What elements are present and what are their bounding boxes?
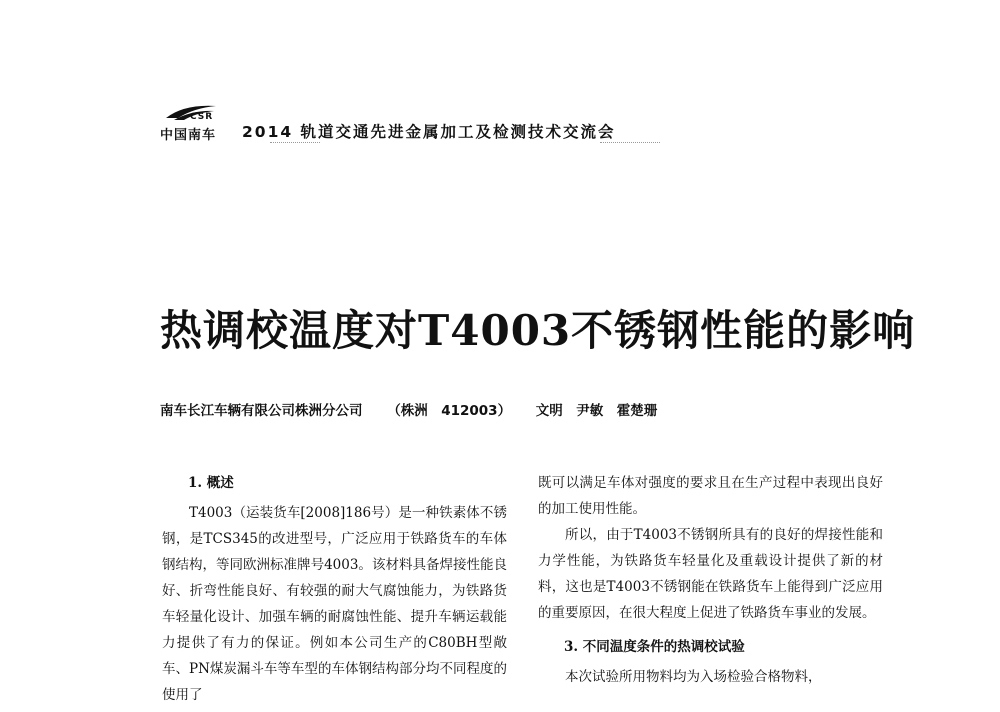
paper-title: 热调校温度对T4003不锈钢性能的影响 [160, 306, 916, 355]
dotted-rule [600, 142, 660, 144]
authors: 文明 尹敏 霍楚珊 [535, 403, 658, 419]
conference-title: 2014 轨道交通先进金属加工及检测技术交流会 [242, 123, 616, 141]
right-column [538, 470, 883, 690]
logo-text-cn: 中国南车 [160, 128, 217, 143]
address: （株洲 412003） [387, 403, 512, 419]
conference-header [160, 98, 860, 148]
affiliation: 南车长江车辆有限公司株洲分公司 [160, 403, 363, 419]
byline [160, 399, 677, 419]
continued-paragraph: 既可以满足车体对强度的要求且在生产过程中表现出良好的加工使用性能。 [538, 475, 883, 517]
left-column [162, 470, 507, 708]
summary-paragraph: 所以，由于T4003不锈钢所具有的良好的焊接性能和力学性能，为铁路货车轻量化及重载设计提供了新的材料，这也是T4003不锈钢能在铁路货车上能得到广泛应用的重要原因，在很大程度上促进了铁路货车事业的发展。 [538, 527, 883, 621]
logo-text-en: CSR [190, 112, 214, 122]
section-heading-test: 3. 不同温度条件的热调校试验 [564, 639, 745, 655]
test-paragraph: 本次试验所用物料均为入场检验合格物料， [565, 669, 822, 685]
overview-paragraph: T4003（运装货车[2008]186号）是一种铁素体不锈钢，是TCS345的改进型号，广泛应用于铁路货车的车体钢结构，等同欧洲标准牌号4003。该材料具备焊接性能良好、折弯性能良好、有较强的耐大气腐蚀能力，为铁路货车轻量化设计、加强车辆的耐腐蚀性能、提升车辆运载能力提供了有力的保证。例如本公司生产的C80BH型敞车、PN煤炭漏斗车等车型的车体钢结构部分均不同程度的使用了 [162, 505, 507, 703]
section-heading-overview: 1. 概述 [188, 475, 234, 491]
dotted-rule [270, 142, 320, 144]
